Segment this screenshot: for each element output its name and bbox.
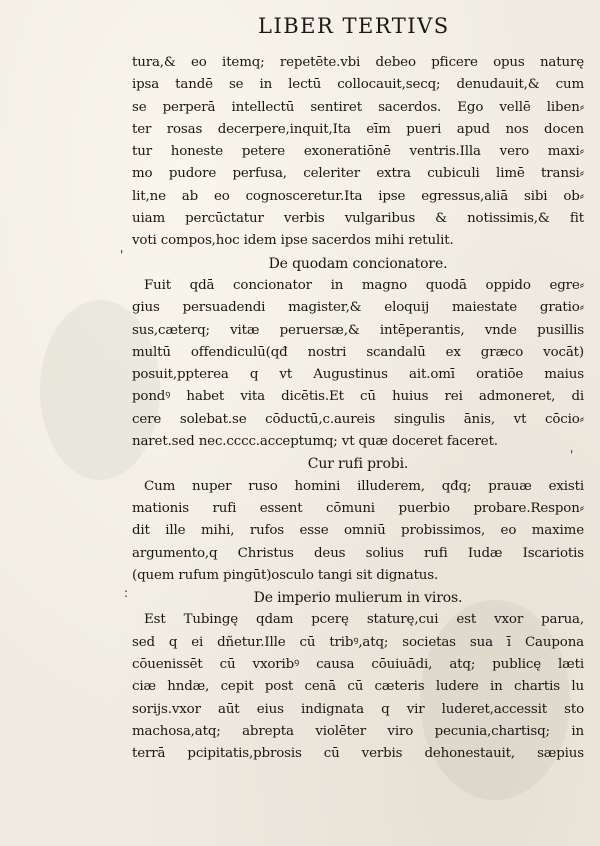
- text-line: ciæ hndæ, cepit post cenā cū cæteris ludere in chartis lu: [132, 679, 584, 695]
- text-line: mo pudore perfusa, celeriter extra cubiculi limē transi⸗: [132, 166, 584, 182]
- text-line: sus,cæterq; vitæ peruersæ,& intēperantis, vnde pusillis: [132, 322, 584, 338]
- margin-mark: :: [124, 586, 129, 600]
- text-line: cōuenissēt cū vxoribꝰ causa cōuiuādi, atq; publicę læti: [132, 657, 584, 673]
- text-line: argumento,q Christus deus solius rufi Iudæ Iscariotis: [132, 545, 584, 561]
- margin-mark: ': [570, 448, 574, 462]
- running-head: LIBER TERTIVS: [258, 14, 450, 38]
- section-heading: De quodam concionatore.: [268, 255, 448, 272]
- margin-mark: ': [120, 248, 124, 262]
- text-line: dit ille mihi, rufos esse omniū probissimos, eo maxime: [132, 523, 584, 539]
- text-line: tura,& eo itemq; repetēte.vbi debeo pficere opus naturę: [132, 55, 584, 70]
- text-line: machosa,atq; abrepta violēter viro pecunia,chartisq; in: [132, 723, 584, 739]
- text-line: gius persuadendi magister,& eloquij maiestate gratio⸗: [132, 300, 584, 316]
- text-line: multū offendiculū(qđ nostri scandalū ex græco vocāt): [132, 344, 584, 360]
- text-line: naret.sed nec.cccc.acceptumq; vt quæ doceret faceret.: [132, 434, 498, 450]
- text-line: cere solebat.se cōductū,c.aureis singulis ānis, vt cōcio⸗: [132, 411, 584, 427]
- text-block: [132, 52, 584, 766]
- section-heading: Cur rufi probi.: [307, 456, 409, 473]
- text-line: sed q ei dñetur.Ille cū tribꝰ,atq; societas sua ī Caupona: [132, 634, 584, 650]
- text-line: terrā pcipitatis,pbrosis cū verbis dehonestauit, sæpius: [132, 746, 584, 762]
- text-line: mationis rufi essent cōmuni puerbio probare.Respon⸗: [132, 500, 584, 516]
- text-line: voti compos,hoc idem ipse sacerdos mihi retulit.: [132, 233, 454, 249]
- text-line: pondꝰ habet vita dicētis.Et cū huius rei admoneret, di: [132, 389, 584, 405]
- text-line: Fuit qdā concionator in magno quodā oppido egre⸗: [144, 277, 584, 293]
- text-line: tur honeste petere exoneratiōnē ventris.Illa vero maxi⸗: [132, 144, 584, 160]
- text-line: ipsa tandē se in lectū collocauit,secq; denudauit,& cum: [132, 77, 584, 93]
- text-line: uiam percūctatur verbis vulgaribus & notissimis,& fit: [132, 211, 584, 227]
- text-line: (quem rufum pingūt)osculo tangi sit dignatus.: [132, 567, 439, 583]
- text-line: sorijs.vxor aūt eius indignata q vir luderet,accessit sto: [132, 701, 584, 717]
- text-line: se perperā intellectū sentiret sacerdos. Ego vellē liben⸗: [132, 99, 584, 115]
- text-line: Est Tubingę qdam pcerę staturę,cui est vxor parua,: [144, 612, 584, 628]
- text-line: Cum nuper ruso homini illuderem, qđq; prauæ existi: [144, 478, 584, 494]
- text-line: posuit,ppterea q vt Augustinus ait.omī oratiōe maius: [132, 367, 584, 383]
- section-heading: De imperio mulierum in viros.: [253, 590, 463, 607]
- text-line: lit,ne ab eo cognosceretur.Ita ipse egressus,aliā sibi ob⸗: [132, 188, 584, 204]
- text-line: ter rosas decerpere,inquit,Ita eīm pueri apud nos docen: [132, 121, 584, 137]
